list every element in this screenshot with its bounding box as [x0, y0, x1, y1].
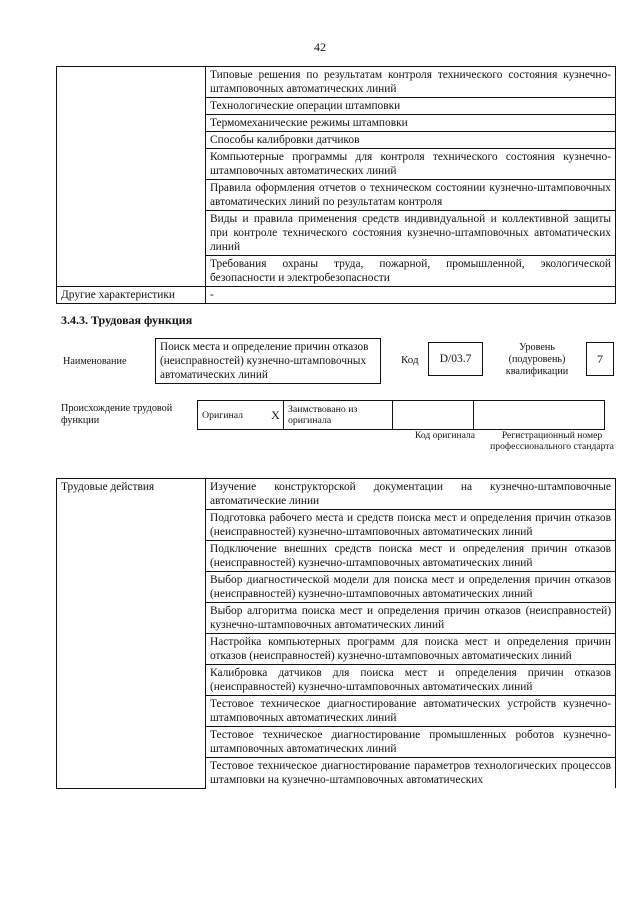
table-cell: Правила оформления отчетов о техническом состоянии кузнечно-штамповочных автоматических линий по результатам контроля	[206, 180, 616, 211]
origin-label: Происхождение трудовой функции	[61, 403, 173, 426]
table-cell: Типовые решения по результатам контроля технического состояния кузнечно-штамповочных автоматических линий	[206, 67, 616, 98]
other-characteristics-value: -	[206, 287, 616, 304]
table-cell: Выбор диагностической модели для поиска мест и определения причин отказов (неисправностей) кузнечно-штамповочных автоматических линий	[206, 572, 616, 603]
table-cell: Калибровка датчиков для поиска мест и определения причин отказов (неисправностей) кузнечно-штамповочных автоматических линий	[206, 665, 616, 696]
registration-number-caption: Регистрационный номер профессионального стандарта	[490, 430, 614, 452]
table-cell: Требования охраны труда, пожарной, промышленной, экологической безопасности и электробезопасности	[206, 256, 616, 287]
table-cell: Технологические операции штамповки	[206, 98, 616, 115]
table-row	[57, 67, 616, 98]
row-label-cell	[57, 67, 206, 287]
labor-actions-table	[56, 478, 616, 789]
table-cell: Виды и правила применения средств индивидуальной и коллективной защиты при контроле технического состояния кузнечно-штамповочных автоматических линий	[206, 211, 616, 256]
origin-table	[197, 400, 605, 430]
requirements-table	[56, 66, 616, 304]
table-cell: Подготовка рабочего места и средств поиска мест и определения причин отказов (неисправностей) кузнечно-штамповочных автоматических линий	[206, 510, 616, 541]
name-label: Наименование	[63, 356, 127, 367]
qualification-level-label: Уровень (подуровень) квалификации	[505, 342, 569, 377]
qualification-level-box: 7	[586, 342, 614, 376]
original-code-caption: Код оригинала	[414, 430, 476, 441]
section-title: 3.4.3. Трудовая функция	[61, 313, 193, 327]
table-cell: Термомеханические режимы штамповки	[206, 115, 616, 132]
table-cell: Тестовое техническое диагностирование параметров технологических процессов штамповки на кузнечно-штамповочных автоматических	[206, 758, 616, 789]
original-label: Оригинал	[198, 401, 269, 430]
table-cell: Тестовое техническое диагностирование автоматических устройств кузнечно-штамповочных автоматических линий	[206, 696, 616, 727]
original-code-cell	[393, 401, 474, 430]
function-code-box: D/03.7	[428, 342, 483, 376]
table-cell: Подключение внешних средств поиска мест и определения причин отказов (неисправностей) кузнечно-штамповочных автоматических линий	[206, 541, 616, 572]
table-cell: Тестовое техническое диагностирование промышленных роботов кузнечно-штамповочных автоматических линий	[206, 727, 616, 758]
table-row	[57, 287, 616, 304]
table-cell: Способы калибровки датчиков	[206, 132, 616, 149]
table-cell: Настройка компьютерных программ для поиска мест и определения причин отказов (неисправностей) кузнечно-штамповочных автоматических линий	[206, 634, 616, 665]
borrowed-label: Заимствовано из оригинала	[284, 401, 393, 430]
original-mark: X	[268, 401, 284, 430]
table-cell: Компьютерные программы для контроля технического состояния кузнечно-штамповочных автоматических линий	[206, 149, 616, 180]
registration-number-cell	[474, 401, 605, 430]
labor-actions-label: Трудовые действия	[57, 479, 206, 789]
page-number: 42	[314, 40, 326, 54]
table-cell: Изучение конструкторской документации на кузнечно-штамповочные автоматические линии	[206, 479, 616, 510]
table-row	[198, 401, 605, 430]
table-cell: Выбор алгоритма поиска мест и определения причин отказов (неисправностей) кузнечно-штамповочных автоматических линий	[206, 603, 616, 634]
function-name-box: Поиск места и определение причин отказов (неисправностей) кузнечно-штамповочных автоматических линий	[155, 338, 381, 384]
code-label: Код	[401, 354, 419, 366]
table-row	[57, 479, 616, 510]
other-characteristics-label: Другие характеристики	[57, 287, 206, 304]
